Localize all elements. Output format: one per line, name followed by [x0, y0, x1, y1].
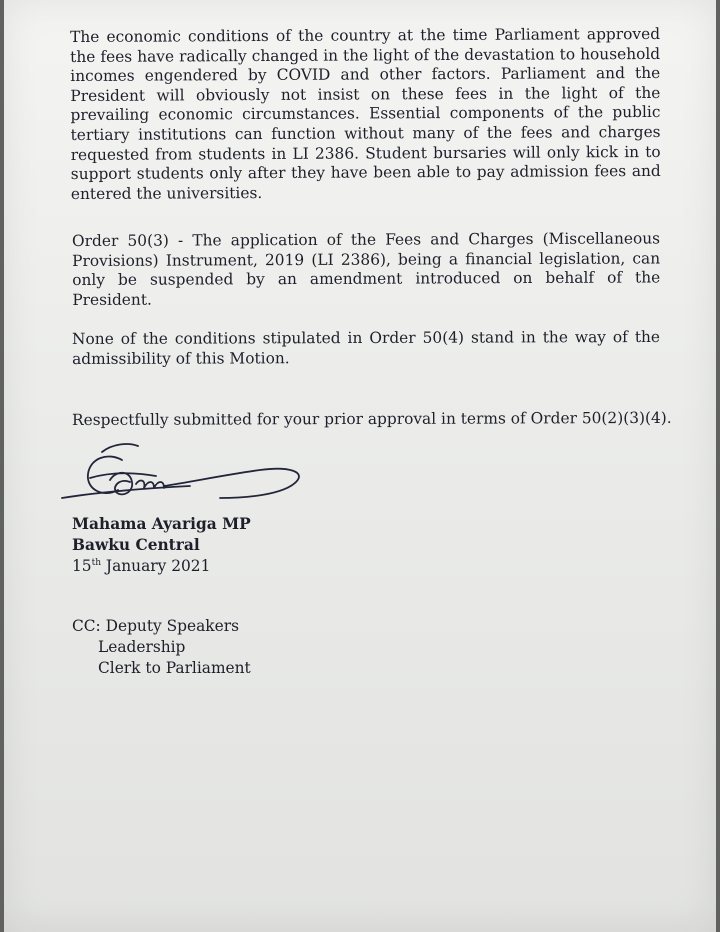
document-page	[4, 0, 716, 932]
cc-recipient-leadership: Leadership	[98, 638, 186, 656]
signatory-block	[72, 514, 251, 577]
handwritten-signature	[60, 434, 310, 514]
cc-label: CC: Deputy Speakers	[72, 617, 239, 635]
paragraph-order-50-3: Order 50(3) - The application of the Fees and Charges (Miscellaneous Provisions) Instrument, 2019 (LI 2386), being a financial legislation, can only be suspended by an amendment introduced on behalf of the President.	[72, 229, 661, 309]
signatory-name: Mahama Ayariga MP	[72, 515, 251, 533]
paragraph-order-50-4: None of the conditions stipulated in Order 50(4) stand in the way of the admissibility of this Motion.	[72, 327, 661, 368]
signatory-constituency: Bawku Central	[72, 536, 200, 554]
paragraph-submission: Respectfully submitted for your prior approval in terms of Order 50(2)(3)(4).	[72, 408, 672, 429]
date-suffix: th	[91, 558, 102, 568]
cc-recipient-clerk: Clerk to Parliament	[98, 659, 251, 677]
date-month-year: January 2021	[101, 557, 211, 575]
letter-date	[72, 556, 251, 577]
cc-list	[72, 616, 251, 679]
date-day: 15	[72, 557, 92, 575]
paragraph-economic-conditions: The economic conditions of the country at the time Parliament approved the fees have radically changed in the light of the devastation to household incomes engendered by COVID and other factors. Parliament and the President will obviously not insist on these fees in the light of the prevailing economic circumstances. Essential components of the public tertiary institutions can function without many of the fees and charges requested from students in LI 2386. Student bursaries will only kick in to support students only after they have been able to pay admission fees and entered the universities.	[70, 24, 661, 203]
